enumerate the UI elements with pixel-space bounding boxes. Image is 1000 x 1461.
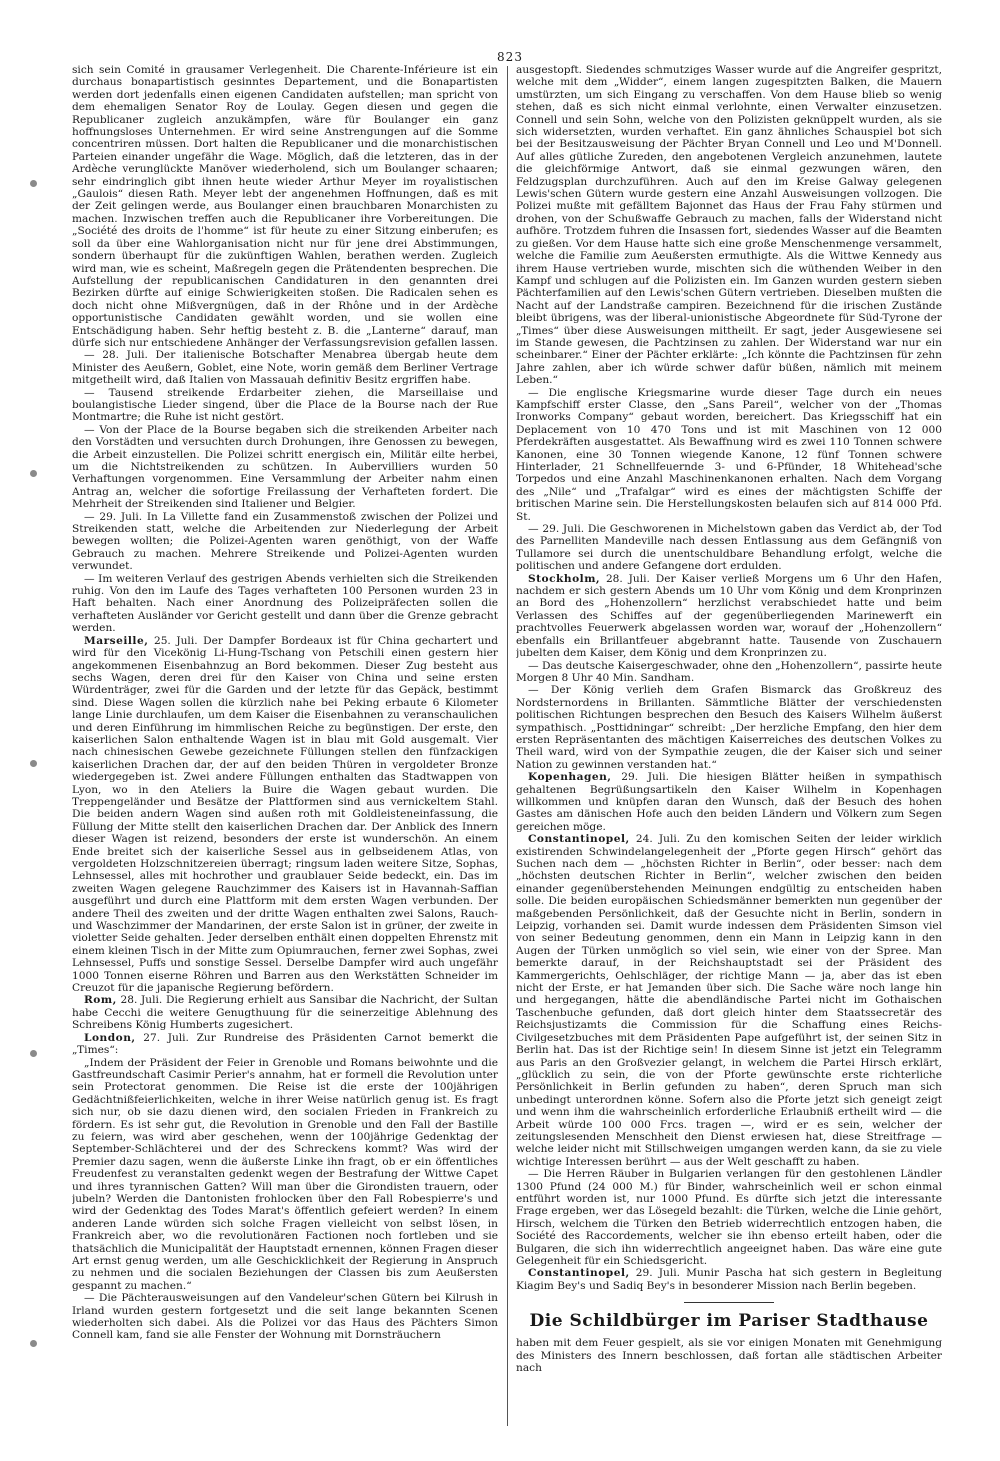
paragraph-text: — Die Herren Räuber in Bulgarien verlangen für den gestohlenen Ländler 1300 Pfund (24 000 M.) für Binder, wahrscheinlich weil er schon einmal entführt worden ist, nur 1000 Pfund. Es dürfte sich jetzt die interessante Frage ergeben, wer das Lösegeld bezahlt: die Türken, welche die Linie gehört, Hirsch, welchem die Türken den Betrieb widerrechtlich entzogen haben, die Société des Raccordements, welcher sie ihn ebenso erteilt haben, oder die Bulgaren, die sich ihn widerrechtlich angeeignet haben. Das wäre eine gute Gelegenheit für ein Schiedsgericht.	[516, 1168, 942, 1267]
article-paragraph	[516, 1337, 942, 1374]
paragraph-text: ausgestopft. Siedendes schmutziges Wasser wurde auf die Angreifer gespritzt, welche mit dem „Widder“, einem langen zugespitzten Balken, die Mauern umstürzten, um sich Eingang zu verschaffen. Von dem Hause blieb so wenig stehen, daß es sich nicht einmal verlohnte, einen Verwalter einzusetzen. Connell und sein Sohn, welche von den Polizisten geknüppelt wurden, als sie sich widersetzten, wurden verhaftet. Ein ganz ähnliches Schauspiel bot sich bei der Besitzausweisung der Pächter Bryan Connell und Leo und M'Donnell. Auf alles gütliche Zureden, den angebotenen Vergleich anzunehmen, lautete die gleichförmige Antwort, daß sie einmal gezwungen wären, den Feldzugsplan durchzuführen. Auch auf den im Kreise Galway gelegenen Lewis'schen Gütern wurde gestern eine Anzahl Ausweisungen vollzogen. Die Polizei mußte mit gefälltem Bajonnet das Haus der Frau Fahy stürmen und drohen, von der Schußwaffe Gebrauch zu machen, falls der Widerstand nicht aufhöre. Trotzdem fuhren die Insassen fort, siedendes Wasser auf die Beamten zu gießen. Vor dem Hause hatte sich eine große Menschenmenge versammelt, welche die Familie zum Aeußersten ermuthigte. Als die Wittwe Kennedy aus ihrem Hause vertrieben wurde, mischten sich die wüthenden Weiber in den Kampf und schlugen auf die Polizisten ein. Im Ganzen wurden gestern sieben Pächterfamilien auf den Lewis'schen Gütern vertrieben. Dieselben mußten die Nacht auf der Landstraße campiren. Bezeichnend für die irischen Zustände bleibt übrigens, was der liberal-unionistische Abgeordnete für Süd-Tyrone der „Times“ über diese Ausweisungen mittheilt. Er sagt, jeder Ausgewiesene sei im Stande gewesen, die Pachtzinsen zu zahlen. Der Widerstand war nur ein scheinbarer.“ Einer der Pächter erklärte: „Ich könnte die Pachtzinsen für zehn Jahre zahlen, aber ich würde schwer dafür büßen, nämlich mit meinem Leben.“	[516, 64, 942, 387]
paragraph-text: — 29. Juli. In La Villette fand ein Zusammenstoß zwischen der Polizei und Streikenden statt, welche die Arbeitenden zur Niederlegung der Arbeit bewegen wollten; die Polizei-Agenten waren genöthigt, von der Waffe Gebrauch zu machen. Mehrere Streikende und Polizei-Agenten wurden verwundet.	[72, 510, 498, 573]
paragraph-text: 28. Juli. Die Regierung erhielt aus Sansibar die Nachricht, der Sultan habe Cecchi die weitere Genugthuung für die seinerzeitige Ablehnung des Schreibens König Humberts zugesichert.	[72, 994, 498, 1032]
binding-holes	[24, 0, 42, 1461]
paragraph-text: — Von der Place de la Bourse begaben sich die streikenden Arbeiter nach den Vorstädten und versuchten durch Drohungen, ihre Genossen zu bewegen, die Arbeit einzustellen. Die Polizei schritt energisch ein, Militär eilte herbei, um die Nichtstreikenden zu schützen. In Aubervilliers wurden 50 Verhaftungen vorgenommen. Eine Versammlung der Arbeiter nahm einen Antrag an, welcher die sofortige Freilassung der Verhafteten fordert. Die Mehrheit der Streikenden sind Italiener und Belgier.	[72, 423, 498, 511]
right-column	[516, 64, 942, 1434]
article-paragraph	[516, 684, 942, 771]
dateline: London,	[84, 1031, 136, 1044]
article-paragraph	[516, 387, 942, 523]
paragraph-text: 27. Juli. Zur Rundreise des Präsidenten Carnot bemerkt die „Times“:	[72, 1031, 498, 1057]
article-paragraph	[72, 1057, 498, 1293]
paragraph-text: — Das deutsche Kaisergeschwader, ohne den „Hohenzollern“, passirte heute Morgen 8 Uhr 40 Min. Sandham.	[516, 659, 942, 684]
article-paragraph	[72, 387, 498, 424]
article-paragraph	[516, 771, 942, 833]
page-number: 823	[497, 50, 523, 64]
paragraph-text: — 28. Juli. Der italienische Botschafter Menabrea übergab heute dem Minister des Aeußern, Goblet, eine Note, worin gemäß dem Berliner Vertrage mitgetheilt wird, daß Italien von Massauah definitiv Besitz ergriffen habe.	[72, 349, 498, 387]
article-paragraph	[516, 1168, 942, 1267]
article-paragraph	[72, 349, 498, 386]
article-paragraph	[72, 635, 498, 995]
paragraph-text: haben mit dem Feuer gespielt, als sie vor einigen Monaten mit Genehmigung des Ministers des Innern beschlossen, daß fortan alle städtischen Arbeiter nach	[516, 1337, 942, 1375]
article-paragraph	[72, 1292, 498, 1342]
dateline: Rom,	[84, 994, 117, 1007]
article-paragraph	[516, 523, 942, 573]
dateline: Constantinopel,	[528, 833, 630, 846]
paragraph-text: 29. Juli. Munir Pascha hat sich gestern in Begleitung Kiagim Bey's und Sadiq Bey's in besonderer Mission nach Berlin begeben.	[516, 1267, 942, 1292]
feature-heading: Die Schildbürger im Pariser Stadthause	[529, 1311, 929, 1332]
newspaper-page	[72, 40, 948, 1440]
section-rule	[684, 1302, 774, 1303]
paragraph-text: — 29. Juli. Die Geschworenen in Michelstown gaben das Verdict ab, der Tod des Parnelliten Mandeville nach dessen Entlassung aus dem Gefängniß von Tullamore sei durch die unentschuldbare Behandlung erfolgt, welche die politischen und andere Gefangene dort erdulden.	[516, 523, 942, 573]
article-paragraph	[516, 833, 942, 1168]
paragraph-text: — Die englische Kriegsmarine wurde dieser Tage durch ein neues Kampfschiff erster Classe, den „Sans Pareil“, welcher von der „Thomas Ironworks Company“ gebaut worden, bereichert. Das Kriegsschiff hat ein Deplacement von 10 470 Tons und ist mit Maschinen von 12 000 Pferdekräften ausgestattet. Als Bewaffnung wird es zwei 110 Tonnen schwere Kanonen, eine 30 Tonnen wiegende Kanone, 12 fünf Tonnen schwere Hinterlader, 21 Schnellfeuernde 3- und 6-Pfünder, 18 Whitehead'sche Torpedos und eine Anzahl Maschinenkanonen erhalten. Nach dem Vorgang des „Nile“ und „Trafalgar“ wird es eines der mächtigsten Schiffe der britischen Marine sein. Die Herstellungskosten belaufen sich auf 814 000 Pfd. St.	[516, 386, 942, 523]
dateline: Constantinopel,	[528, 1267, 630, 1280]
article-paragraph	[516, 64, 942, 387]
article-paragraph	[516, 660, 942, 685]
paragraph-text: sich sein Comité in grausamer Verlegenheit. Die Charente-Inférieure ist ein durchaus bonapartistisch gesinntes Departement, und die Bonapartisten werden dort jedenfalls einen eigenen Candidaten aufstellen; man spricht von dem ehemaligen Senator Roy de Loulay. Gegen diesen und gegen die Republicaner zugleich anzukämpfen, wäre für Boulanger ein ganz hoffnungsloses Unternehmen. Er wird seine Anstrengungen auf die Somme concentriren müssen. Dort halten die Republicaner und die monarchistischen Parteien einander ungefähr die Wage. Möglich, daß die letzteren, das in der Ardèche verunglückte Manöver wiederholend, sich um Boulanger schaaren; sehr eindringlich gibt ihnen heute wieder Arthur Meyer im royalistischen „Gaulois“ diesen Rath. Meyer lebt der angenehmen Hoffnungen, daß es mit der Zeit gelingen werde, aus Boulanger einen brauchbaren Monarchisten zu machen. Inzwischen treffen auch die Republicaner ihre Vorbereitungen. Die „Société des droits de l'homme“ ist für heute zu einer Sitzung einberufen; es soll da über eine Wahlorganisation nicht nur für jene drei Abstimmungen, sondern überhaupt für die zukünftigen Wahlen, berathen werden. Zugleich wird man, wie es scheint, Maßregeln gegen die Prätendenten besprechen. Die Aufstellung der republicanischen Candidaturen in den genannten drei Bezirken dürfte auf einige Schwierigkeiten stoßen. Die Radicalen sehen es doch nicht ohne Mißvergnügen, daß in der Rhône und in der Ardèche opportunistische Candidaten gewählt worden, und sie wollen eine Entschädigung haben. Sehr heftig besteht z. B. die „Lanterne“ darauf, man dürfe sich nur entschiedene Anhänger der Verfassungsrevision gefallen lassen.	[72, 64, 498, 349]
paragraph-text: — Im weiteren Verlauf des gestrigen Abends verhielten sich die Streikenden ruhig. Von den im Laufe des Tages verhafteten 100 Personen wurden 23 in Haft behalten. Nach einer Anordnung des Polizeipräfecten sollen die verhafteten Ausländer vor Gericht gestellt und dann über die Grenze gebracht werden.	[72, 572, 498, 635]
article-paragraph	[72, 994, 498, 1031]
paragraph-text: — Der König verlieh dem Grafen Bismarck das Großkreuz des Nordsternordens in Brillanten. Sämmtliche Blätter der verschiedensten politischen Richtungen besprechen den Besuch des Kaisers Wilhelm äußerst sympathisch. „Posttidningar“ schreibt: „Der herzliche Empfang, den hier dem ersten Repräsentanten des mächtigen Kaiserreiches des deutschen Volkes zu Theil ward, wird von der Sympathie zeugen, die der Kaiser sich und seiner Nation zu gewinnen verstanden hat.“	[516, 684, 942, 771]
article-paragraph	[516, 1267, 942, 1292]
paragraph-text: „Indem der Präsident der Feier in Grenoble und Romans beiwohnte und die Gastfreundschaft Casimir Perier's annahm, hat er formell die Revolution unter sein Protectorat genommen. Die Reise ist die erste der 100jährigen Gedächtnißfeierlichkeiten, welche in ihrer Weise natürlich genug ist. Es fragt sich nur, ob sie dazu dienen wird, den socialen Frieden in Frankreich zu fördern. Es ist sehr gut, die Revolution in Grenoble und den Fall der Bastille zu feiern, was wird aber geschehen, wenn der 100jährige Gedenktag der September-Schlächterei und der des Schreckens kommt? Was wird der Premier dazu sagen, wenn die äußerste Linke ihn fragt, ob er ein öffentliches Freudenfest zu veranstalten gedenkt wegen der Bestrafung der Wittwe Capet und ihres tyrannischen Gatten? Will man über die Girondisten trauern, oder jubeln? Werden die Dantonisten frohlocken über den Fall Robespierre's und wird der Gedenktag des Todes Marat's öffentlich gefeiert werden? In einem anderen Lande würden sich solche Fragen vielleicht von selbst lösen, in Frankreich aber, wo die revolutionären Factionen noch fortleben und sie thatsächlich die Municipalität der Hauptstadt ernennen, können Fragen dieser Art ernst genug werden, um alle Geschicklichkeit der Regierung in Anspruch zu nehmen und die socialen Beziehungen der Classen bis zum Aeußersten gespannt zu machen.“	[72, 1056, 498, 1292]
paragraph-text: — Tausend streikende Erdarbeiter ziehen, die Marseillaise und boulangistische Lieder singend, über die Place de la Bourse nach der Rue Montmartre; die Ruhe ist nicht gestört.	[72, 386, 498, 424]
article-paragraph	[72, 424, 498, 511]
article-paragraph	[72, 1032, 498, 1057]
paragraph-text: 28. Juli. Der Kaiser verließ Morgens um 6 Uhr den Hafen, nachdem er sich gestern Abends um 10 Uhr vom König und dem Kronprinzen an Bord des „Hohenzollern“ herzlichst verabschiedet hatte und beim Verlassen des Schiffes auf der gegenüberliegenden Marinewerft ein prachtvolles Feuerwerk abgelassen worden war, worauf der „Hohenzollern“ ebenfalls ein Brillantfeuer abgebrannt hatte. Tausende von Zuschauern jubelten dem Kaiser, dem König und dem Kronprinzen zu.	[516, 572, 942, 660]
paragraph-text: — Die Pächterausweisungen auf den Vandeleur'schen Gütern bei Kilrush in Irland wurden gestern fortgesetzt und die seit lange bekannten Scenen wiederholten sich dabei. Als die Polizei vor das Haus des Pächters Simon Connell kam, fand sie alle Fenster der Wohnung mit Dornsträuchern	[72, 1292, 498, 1342]
left-column	[72, 64, 498, 1434]
column-divider	[507, 66, 508, 1426]
paragraph-text: 24. Juli. Zu den komischen Seiten der leider wirklich existirenden Schwindelangelegenheit der „Pforte gegen Hirsch“ gehört das Suchen nach dem — „höchsten Richter in Berlin“, oder besser: nach dem „höchsten deutschen Richter in Berlin“, welcher zwischen den beiden einander gegenüberstehenden Meinungen endgültig zu entscheiden haben solle. Die beiden europäischen Schiedsmänner bemerkten nun gegenüber der maßgebenden Persönlichkeit, daß der Gesuchte nicht in Berlin, sondern in Leipzig, vorhanden sei. Damit wurde indessen dem Präsidenten Simson viel von seiner Bedeutung genommen, denn ein Mann in Leipzig kann in den Augen der Türken unmöglich so viel sein, wie einer von der Spree. Man bemerkte darauf, in der Reichshauptstadt sei der Präsident des Kammergerichts, Oehlschläger, der richtige Mann — ja, aber das ist eben nicht der Erste, er hat Jemanden über sich. Die Sache wäre noch lange hin und hergegangen, hätte die abendländische Partei nicht im Gothaischen Taschenbuche gefunden, daß dort gleich hinter dem Staatssecretär des Reichsjustizamts die Commission für die Schaffung eines Reichs-Civilgesetzbuches mit dem Präsidenten Pape aufgeführt ist, der seinen Sitz in Berlin hat. Das ist der Richtige sein! In diesem Sinne ist jetzt ein Telegramm aus Paris an den Großvezier gelangt, in welchem die Partei Hirsch erklärt, „glücklich zu sein, die von der Pforte gewünschte erste richterliche Persönlichkeit in Berlin gefunden zu haben“, deren Spruch man sich unbedingt unterordnen könne. Sofern also die Pforte jetzt sich geneigt zeigt und wenn ihm die wahrscheinlich erforderliche Erlaubniß ertheilt wird — die Arbeit würde 100 000 Frcs. tragen —, wird er es sein, welcher der zeitungslesenden Menschheit den Dienst erwiesen hat, diese Streitfrage — welche leider nicht mit Stillschweigen umgangen werden kann, da sie zu viele wichtige Interessen berührt — aus der Welt geschafft zu haben.	[516, 833, 942, 1168]
dateline: Marseille,	[84, 634, 149, 647]
article-paragraph	[72, 64, 498, 349]
dateline: Stockholm,	[528, 572, 601, 585]
paragraph-text: 25. Juli. Der Dampfer Bordeaux ist für China gechartert und wird für den Vicekönig Li-Hung-Tschang von Petschili einen gestern hier angekommenen Eisenbahnzug an Bord bekommen. Dieser Zug besteht aus sechs Wagen, deren drei für den Kaiser von China und seine ersten Würdenträger, zwei für die Garden und der letzte für das Gepäck, bestimmt sind. Diese Wagen sollen die kürzlich nahe bei Peking erbaute 6 Kilometer lange Linie durchlaufen, um dem Kaiser die Eisenbahnen zu veranschaulichen und deren Einführung im himmlischen Reiche zu begünstigen. Der erste, den kaiserlichen Salon enthaltende Wagen ist in blau mit Gold ausgemalt. Vier nach chinesischen Gewebe gezeichnete Füllungen stellen den fünfzackigen kaiserlichen Drachen dar, der auf den beiden Thüren in vergoldeter Bronze wiedergegeben ist. Zwei andere Füllungen enthalten das Stadtwappen von Lyon, wo in den Ateliers la Buire die Wagen gebaut wurden. Die Treppengeländer und Besätze der Plattformen sind aus vernickeltem Stahl. Die beiden andern Wagen sind außen roth mit Goldleisteneinfassung, die Füllung der Mitte stellt den kaiserlichen Drachen dar. Der Anblick des Innern dieser Wagen ist reizend, besonders der erste ist wunderschön. An einem Ende breitet sich der kaiserliche Sessel aus in gelbseidenem Atlas, von vergoldeten Holzschnitzereien überragt; ringsum laden weitere Sitze, Sophas, Lehnsessel, alles mit hochrother und graublauer Seide bedeckt, ein. Das im zweiten Wagen gelegene Rauchzimmer des Kaisers ist in Havannah-Saffian ausgeführt und durch eine Plattform mit dem ersten Wagen verbunden. Der andere Theil des zweiten und der dritte Wagen enthalten zwei Salons, Rauch- und Waschzimmer der Mandarinen, der erste Salon ist in grüner, der zweite in violetter Seide gehalten. Jeder derselben enthält einen doppelten Ehrenstz mit einem kleinen Tisch in der Mitte zum Opiumrauchen, ferner zwei Sophas, zwei Lehnsessel, Puffs und sonstige Sessel. Derselbe Dampfer wird auch ungefähr 1000 Tonnen eiserne Röhren und Barren aus den Werkstätten Schneider im Creuzot für die japanische Regierung befördern.	[72, 634, 498, 995]
article-paragraph	[72, 573, 498, 635]
paragraph-text: 29. Juli. Die hiesigen Blätter heißen in sympathisch gehaltenen Begrüßungsartikeln den Kaiser Wilhelm in Kopenhagen willkommen und knüpfen daran den Wunsch, daß der Besuch des hohen Gastes am dänischen Hofe auch den beiden Ländern und Völkern zum Segen gereichen möge.	[516, 771, 942, 833]
article-paragraph	[516, 573, 942, 660]
dateline: Kopenhagen,	[528, 771, 612, 784]
article-paragraph	[72, 511, 498, 573]
